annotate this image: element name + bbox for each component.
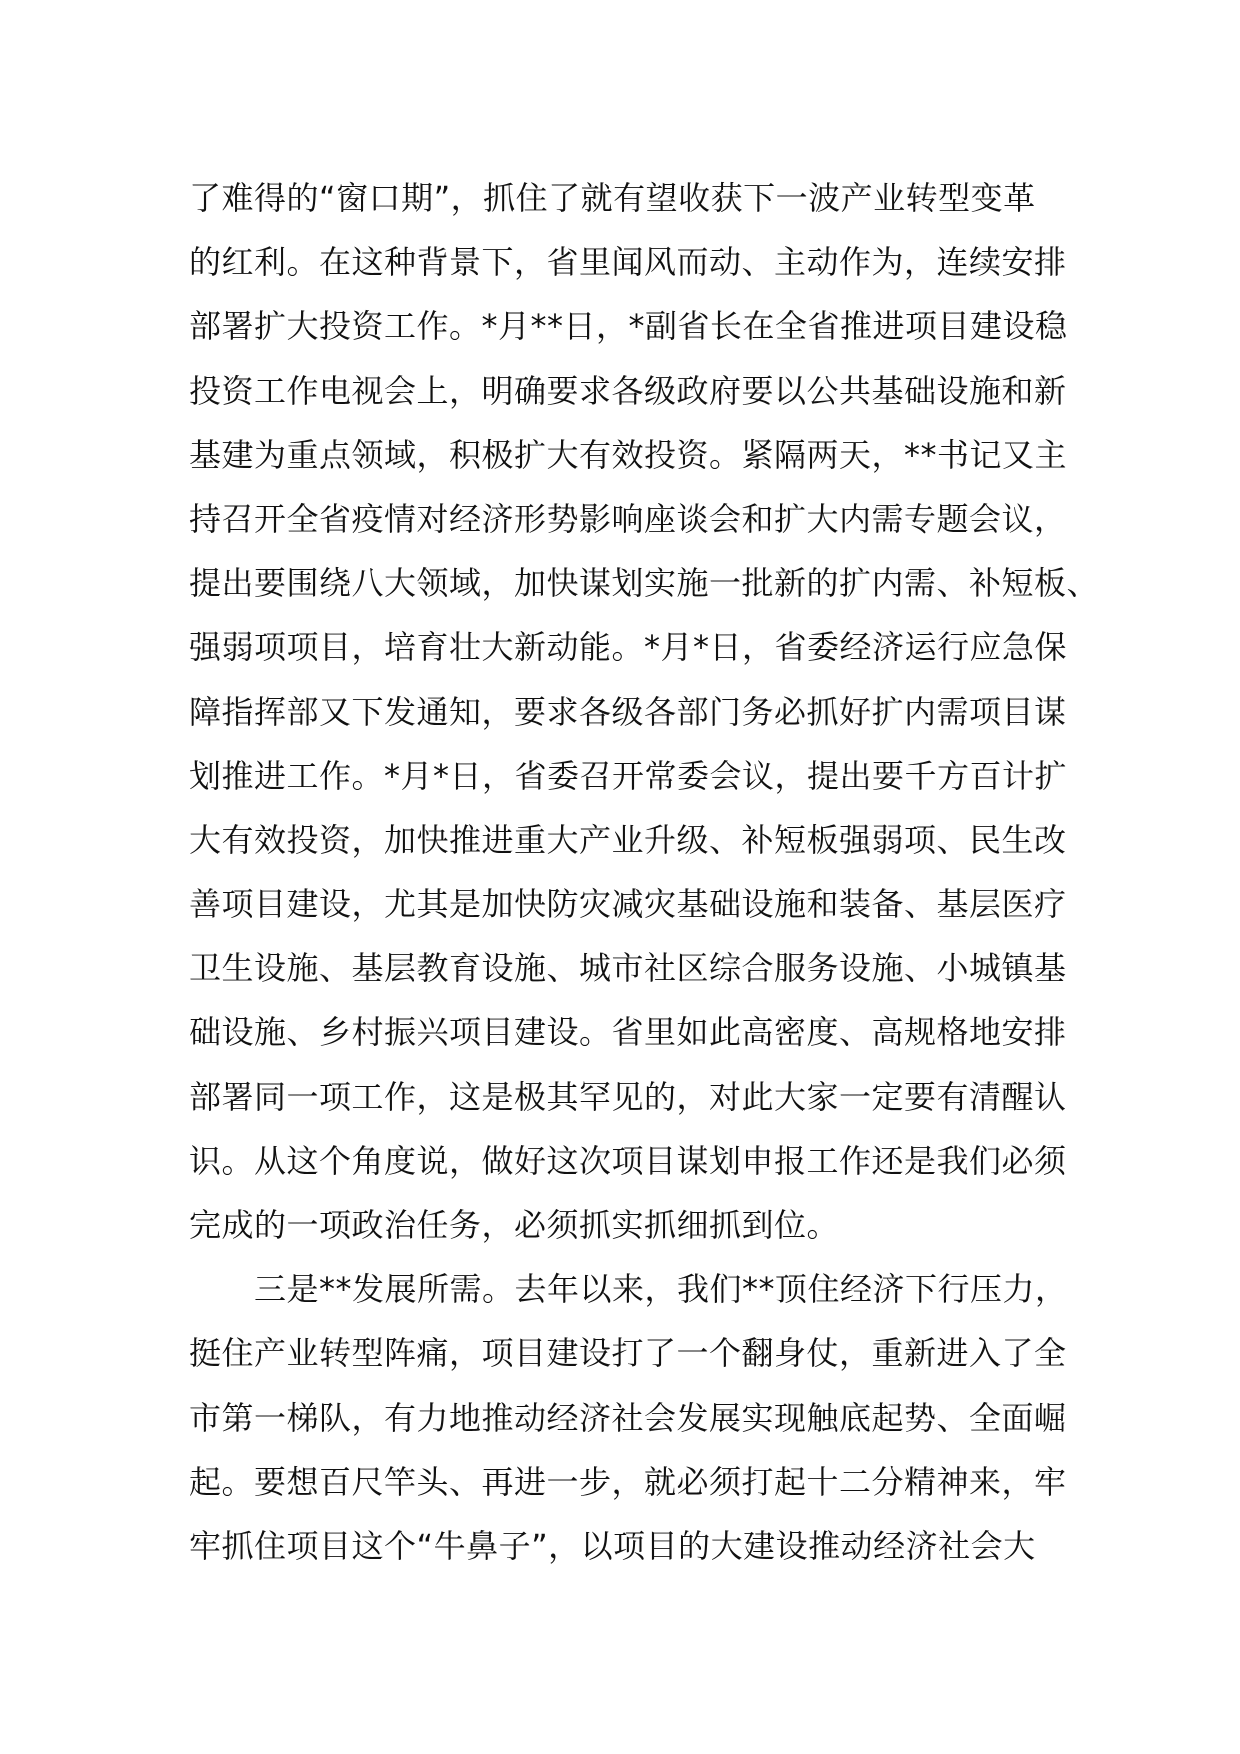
text-line: 了难得的“窗口期”，抓住了就有望收获下一波产业转型变革 <box>189 179 1036 217</box>
text-line: 划推进工作。*月*日，省委召开常委会议，提出要千方百计扩 <box>189 756 1068 795</box>
text-line: 持召开全省疫情对经济形势影响座谈会和扩大内需专题会议， <box>189 499 1067 538</box>
text-line: 牢抓住项目这个“牛鼻子”，以项目的大建设推动经济社会大 <box>189 1526 1036 1565</box>
body-text <box>189 166 1100 1578</box>
text-line: 完成的一项政治任务，必须抓实抓细抓到位。 <box>189 1206 840 1244</box>
text-line: 基建为重点领域，积极扩大有效投资。紧隔两天，**书记又主 <box>189 435 1068 474</box>
text-line: 提出要围绕八大领域，加快谋划实施一批新的扩内需、补短板、 <box>189 564 1100 603</box>
text-line: 础设施、乡村振兴项目建设。省里如此高密度、高规格地安排 <box>189 1013 1067 1052</box>
text-line: 强弱项项目，培育壮大新动能。*月*日，省委经济运行应急保 <box>189 628 1068 667</box>
text-line: 部署同一项工作，这是极其罕见的，对此大家一定要有清醒认 <box>189 1077 1067 1116</box>
text-line: 起。要想百尺竿头、再进一步，就必须打起十二分精神来，牢 <box>189 1462 1067 1501</box>
text-line: 善项目建设，尤其是加快防灾减灾基础设施和装备、基层医疗 <box>189 885 1067 924</box>
text-line: 卫生设施、基层教育设施、城市社区综合服务设施、小城镇基 <box>189 949 1067 988</box>
text-line: 投资工作电视会上，明确要求各级政府要以公共基础设施和新 <box>189 371 1067 410</box>
text-line: 市第一梯队，有力地推动经济社会发展实现触底起势、全面崛 <box>189 1398 1067 1437</box>
text-line: 挺住产业转型阵痛，项目建设打了一个翻身仗，重新进入了全 <box>189 1334 1067 1373</box>
text-line: 三是**发展所需。去年以来，我们**顶住经济下行压力， <box>189 1270 1068 1309</box>
text-line: 识。从这个角度说，做好这次项目谋划申报工作还是我们必须 <box>189 1141 1067 1180</box>
text-line: 部署扩大投资工作。*月**日，*副省长在全省推进项目建设稳 <box>189 307 1068 346</box>
text-line: 的红利。在这种背景下，省里闻风而动、主动作为，连续安排 <box>189 243 1067 282</box>
text-line: 障指挥部又下发通知，要求各级各部门务必抓好扩内需项目谋 <box>189 692 1067 731</box>
text-line: 大有效投资，加快推进重大产业升级、补短板强弱项、民生改 <box>189 820 1067 859</box>
